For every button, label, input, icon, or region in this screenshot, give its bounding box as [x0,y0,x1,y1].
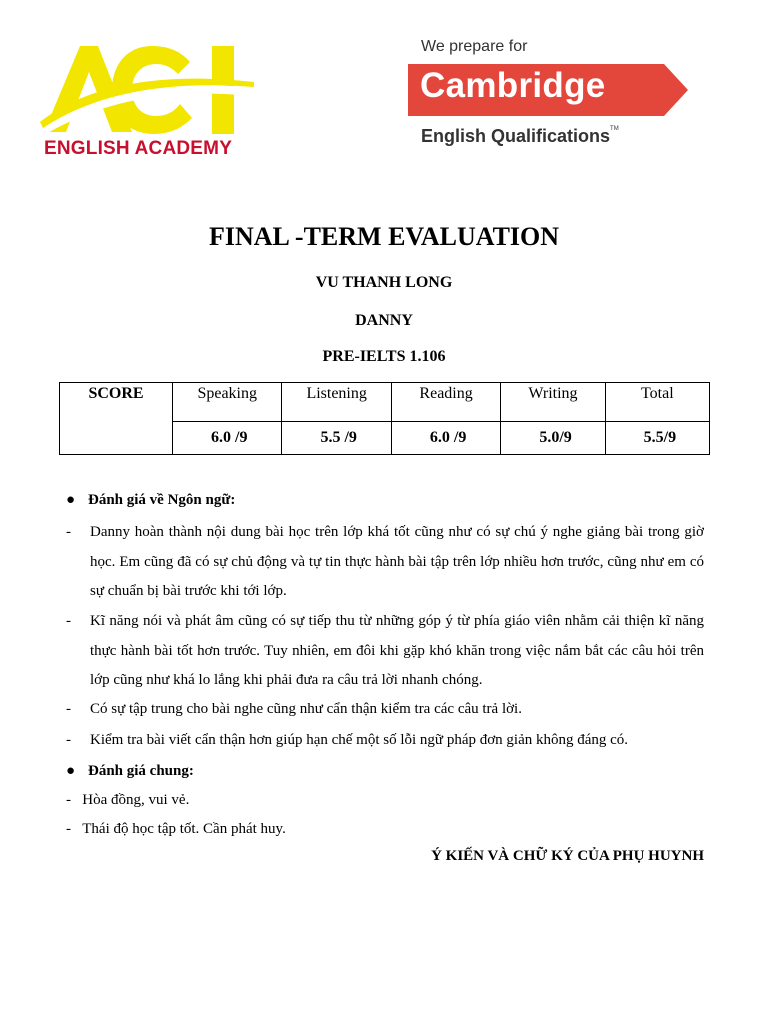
class-name: PRE-IELTS 1.106 [322,348,446,365]
listening-score: 5.5 /9 [282,422,391,455]
aci-subtitle: ENGLISH ACADEMY [44,138,233,159]
dash-marker: - [66,524,71,540]
general-item [66,821,286,838]
speaking-score: 6.0 /9 [173,422,282,455]
total-score: 5.5/9 [605,422,709,455]
cambridge-qualifications [421,126,619,147]
reading-score: 6.0 /9 [391,422,500,455]
col-reading: Reading [391,383,500,422]
cambridge-prefix: We prepare for [421,38,528,55]
general-item [66,792,189,809]
col-total: Total [605,383,709,422]
cambridge-name: Cambridge [420,66,606,105]
dash-marker: - [66,613,71,629]
col-speaking: Speaking [173,383,282,422]
col-listening: Listening [282,383,391,422]
dash-marker: - [66,821,71,837]
writing-score: 5.0/9 [501,422,605,455]
score-label: SCORE [60,383,173,455]
cambridge-qualifications-text: English Qualifications [421,126,611,146]
language-item-text: Có sự tập trung cho bài nghe cũng như cẩn thận kiểm tra các câu trả lời. [90,701,522,717]
language-item [66,607,704,696]
bullet-icon: ● [66,492,76,508]
score-table [59,382,710,455]
parent-signature-label: Ý KIẾN VÀ CHỮ KÝ CỦA PHỤ HUYNH [431,848,704,864]
student-nickname: DANNY [355,312,413,329]
language-item-text: Kĩ năng nói và phát âm cũng có sự tiếp thu từ những góp ý từ phía giáo viên nhằm cải thiện kĩ năng thực hành bài tốt hơn trước. Tuy nhiên, em đôi khi gặp khó khăn trong việc nắm bắt các câu hỏi trên lớp cũng như khá lo lắng khi phải đưa ra câu trả lời nhanh chóng. [90,613,704,688]
language-item-text: Kiểm tra bài viết cẩn thận hơn giúp hạn chế một số lỗi ngữ pháp đơn giản không đáng có. [90,732,629,748]
dash-marker: - [66,732,71,748]
general-item-text: Thái độ học tập tốt. Cần phát huy. [82,821,286,837]
general-heading-text: Đánh giá chung: [88,763,194,779]
svg-text:ACI: ACI [40,25,68,42]
col-writing: Writing [501,383,605,422]
language-item [66,518,704,607]
language-item-text: Danny hoàn thành nội dung bài học trên lớp khá tốt cũng như có sự chú ý nghe giảng bài trong giờ học. Em cũng đã có sự chủ động và tự tin thực hành bài tập trên lớp nhiều hơn trước, cũng như em có sự chuẩn bị bài trước khi tới lớp. [90,524,704,599]
dash-marker: - [66,701,71,717]
score-header-row [60,383,710,422]
dash-marker: - [66,792,71,808]
trademark-mark: TM [610,126,619,132]
language-section-heading [66,492,704,509]
general-section-heading [66,763,704,780]
page-title: FINAL -TERM EVALUATION [208,222,560,251]
bullet-icon: ● [66,763,76,779]
general-item-text: Hòa đồng, vui vẻ. [82,792,190,808]
language-item [66,695,704,725]
language-item [66,726,704,756]
student-name: VU THANH LONG [315,274,453,291]
language-heading-text: Đánh giá về Ngôn ngữ: [88,492,236,508]
